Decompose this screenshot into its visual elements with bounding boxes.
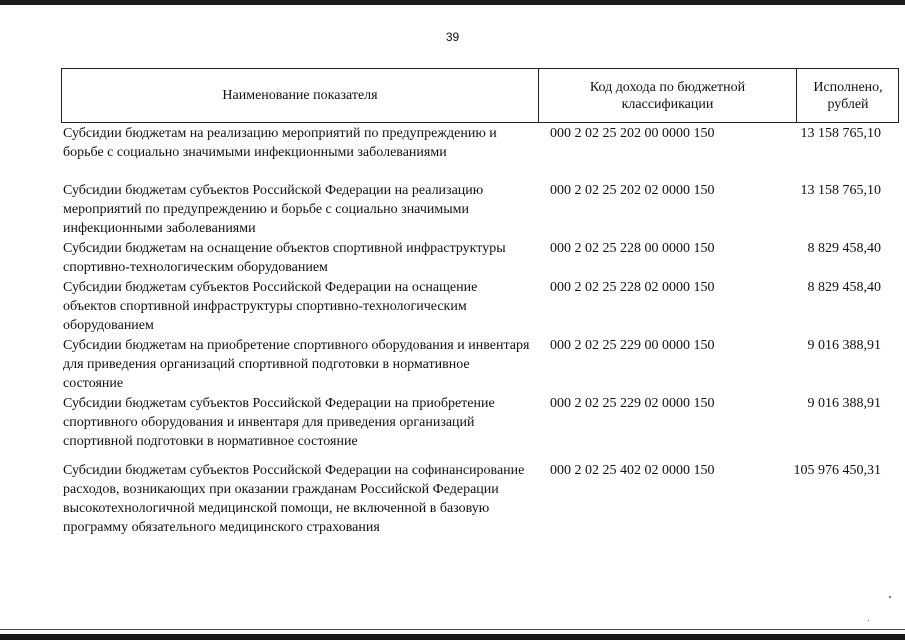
- row-amount: 105 976 450,31: [793, 463, 881, 478]
- row-code: 000 2 02 25 202 00 0000 150: [550, 126, 715, 141]
- header-amount: Исполнено, рублей: [813, 79, 883, 112]
- row-amount: 8 829 458,40: [807, 241, 881, 256]
- table-header: [61, 68, 899, 123]
- row-name: Субсидии бюджетам на оснащение объектов спортивной инфраструктуры спортивно-технологическим оборудованием: [63, 241, 506, 275]
- top-border: [0, 0, 905, 5]
- row-amount: 8 829 458,40: [807, 280, 881, 295]
- row-amount: 9 016 388,91: [807, 338, 881, 353]
- row-name: Субсидии бюджетам субъектов Российской Федерации на оснащение объектов спортивной инфраструктуры спортивно-технологическим оборудованием: [63, 280, 478, 333]
- row-name: Субсидии бюджетам на реализацию мероприятий по предупреждению и борьбе с социально значимыми инфекционными заболеваниями: [63, 126, 497, 160]
- row-code: 000 2 02 25 228 02 0000 150: [550, 280, 715, 295]
- page-number: 39: [445, 30, 460, 44]
- header-code: Код дохода по бюджетной классификации: [539, 69, 797, 122]
- row-name: Субсидии бюджетам субъектов Российской Федерации на реализацию мероприятий по предупреждению и борьбе с социально значимыми инфекционными заболеваниями: [63, 183, 484, 236]
- row-name: Субсидии бюджетам субъектов Российской Федерации на приобретение спортивного оборудования и инвентаря для приведения организаций спортивной подготовки в нормативное состояние: [63, 396, 495, 449]
- row-code: 000 2 02 25 229 02 0000 150: [550, 396, 715, 411]
- row-code: 000 2 02 25 229 00 0000 150: [550, 338, 715, 353]
- row-code: 000 2 02 25 202 02 0000 150: [550, 183, 715, 198]
- header-name: Наименование показателя: [62, 69, 539, 122]
- row-amount: 9 016 388,91: [807, 396, 881, 411]
- row-code: 000 2 02 25 228 00 0000 150: [550, 241, 715, 256]
- row-amount: 13 158 765,10: [800, 183, 881, 198]
- row-name: Субсидии бюджетам на приобретение спортивного оборудования и инвентаря для приведения организаций спортивной подготовки в нормативное состояние: [63, 338, 530, 391]
- row-name: Субсидии бюджетам субъектов Российской Федерации на софинансирование расходов, возникающих при оказании гражданам Российской Федерации высокотехнологичной медицинской помощи, не включенной в базовую программу обязательного медицинского страхования: [63, 463, 525, 535]
- bottom-border-thin: [0, 629, 905, 630]
- scan-speck: [868, 620, 869, 621]
- row-code: 000 2 02 25 402 02 0000 150: [550, 463, 715, 478]
- scan-speck: [889, 596, 891, 598]
- bottom-border: [0, 634, 905, 640]
- row-amount: 13 158 765,10: [800, 126, 881, 141]
